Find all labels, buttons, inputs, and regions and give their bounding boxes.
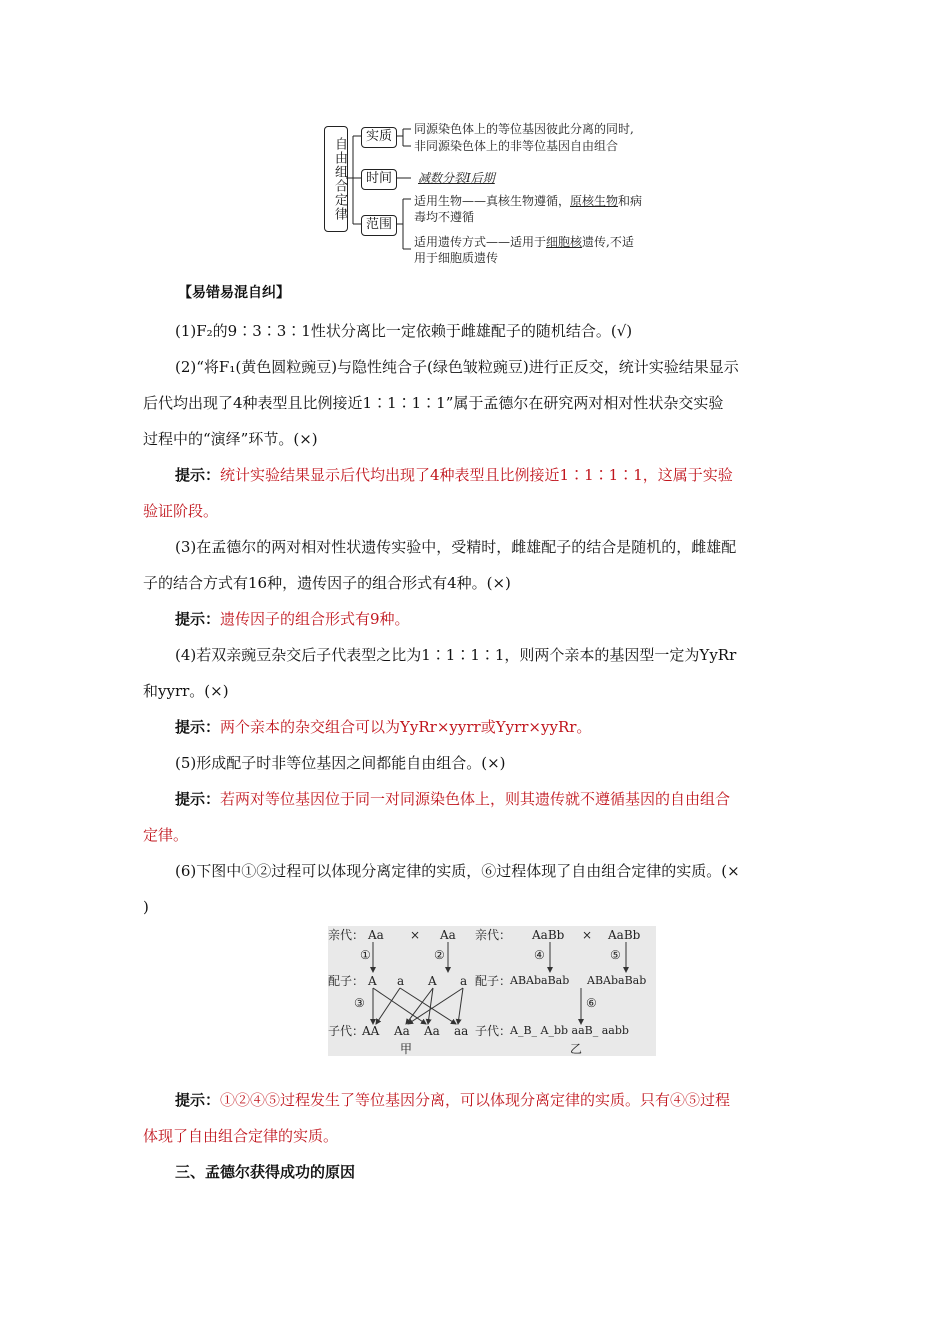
step-1: ① — [360, 948, 371, 962]
question-3-line-1: (3)在孟德尔的两对相对性状遗传实验中，受精时，雌雄配子的结合是随机的，雌雄配 — [175, 538, 737, 556]
right-cross: × — [582, 928, 593, 942]
hint-label: 提示： — [175, 466, 221, 484]
right-parent-label: 亲代： — [475, 928, 512, 942]
right-parent-2: AaBb — [608, 928, 641, 942]
hint-label: 提示： — [175, 718, 221, 736]
question-2-line-1: (2)“将F₁(黄色圆粒豌豆)与隐性纯合子(绿色皱粒豌豆)进行正反交，统计实验结果显示 — [175, 358, 739, 376]
hint-3 — [143, 601, 808, 637]
question-4-line-1: (4)若双亲豌豆杂交后子代表型之比为1∶1∶1∶1，则两个亲本的基因型一定为YyRr — [175, 646, 737, 664]
question-5: (5)形成配子时非等位基因之间都能自由组合。(×) — [175, 754, 506, 772]
time-text: 减数分裂Ⅰ后期 — [418, 171, 495, 185]
genetics-diagram — [328, 926, 656, 1056]
scope-line-3-a: 适用遗传方式——适用于 — [414, 235, 547, 249]
question-1: (1)F₂的9∶3∶3∶1性状分离比一定依赖于雌雄配子的随机结合。(√) — [175, 322, 633, 340]
essence-line-2: 非同源染色体上的非等位基因自由组合 — [414, 139, 619, 153]
caption-left: 甲 — [400, 1042, 413, 1056]
concept-map-title: 自由组合定律 — [324, 126, 348, 232]
body-block-1 — [143, 313, 808, 925]
right-gametes-2: ABAbaBab — [587, 974, 647, 987]
hint-4 — [143, 709, 808, 745]
left-offspring-3: Aa — [424, 1024, 440, 1038]
scope-line-1-c: 和病 — [618, 194, 643, 208]
step-2: ② — [434, 948, 445, 962]
hint-6-text: ①②④⑤过程发生了等位基因分离，可以体现分离定律的实质。只有④⑤过程 — [220, 1091, 731, 1109]
hint-2-text: 统计实验结果显示后代均出现了4种表型且比例接近1∶1∶1∶1，这属于实验 — [220, 466, 733, 484]
hint-label: 提示： — [175, 610, 221, 628]
left-gamete-2: a — [397, 974, 405, 988]
hint-6-line-1 — [143, 1082, 808, 1118]
time-box: 时间 — [361, 169, 397, 190]
left-gamete-3: A — [428, 974, 437, 988]
left-gamete-4: a — [460, 974, 468, 988]
question-3-line-2: 子的结合方式有16种，遗传因子的组合形式有4种。(×) — [143, 574, 511, 592]
essence-line-1: 同源染色体上的等位基因彼此分离的同时, — [414, 122, 634, 136]
hint-5-line-1 — [143, 781, 808, 817]
hint-5-text: 若两对等位基因位于同一对同源染色体上，则其遗传就不遵循基因的自由组合 — [220, 790, 731, 808]
question-6-line-1: (6)下图中①②过程可以体现分离定律的实质，⑥过程体现了自由组合定律的实质。(× — [175, 862, 740, 880]
hint-4-text: 两个亲本的杂交组合可以为YyRr×yyrr或Yyrr×yyRr。 — [220, 718, 592, 736]
hint-label: 提示： — [175, 1091, 221, 1109]
right-parent-1: AaBb — [532, 928, 565, 942]
left-offspring-4: aa — [454, 1024, 469, 1038]
left-cross: × — [410, 928, 421, 942]
left-offspring-label: 子代： — [328, 1024, 365, 1038]
step-6: ⑥ — [586, 996, 597, 1010]
scope-line-1 — [414, 193, 642, 209]
right-gametes-1: ABAbaBab — [510, 974, 570, 987]
question-2-line-2: 后代均出现了4种表型且比例接近1∶1∶1∶1”属于孟德尔在研究两对相对性状杂交实验 — [143, 394, 724, 412]
right-offspring-label: 子代： — [475, 1024, 512, 1038]
left-parent-label: 亲代： — [328, 928, 365, 942]
right-gamete-label: 配子： — [475, 974, 512, 988]
scope-line-1-a: 适用生物——真核生物遵循， — [414, 194, 571, 208]
left-offspring-2: Aa — [394, 1024, 410, 1038]
step-4: ④ — [534, 948, 545, 962]
hint-6-line-2: 体现了自由组合定律的实质。 — [143, 1127, 339, 1145]
hint-5-line-2: 定律。 — [143, 826, 189, 844]
scope-line-4: 用于细胞质遗传 — [414, 251, 499, 265]
scope-box: 范围 — [361, 215, 397, 236]
scope-line-3-b: 细胞核 — [546, 235, 583, 249]
scope-line-3-c: 遗传,不适 — [582, 235, 634, 249]
hint-2-line-2: 验证阶段。 — [143, 502, 219, 520]
section-heading: 【易错易混自纠】 — [178, 285, 290, 301]
left-offspring-1: AA — [362, 1024, 380, 1038]
question-2-line-3: 过程中的“演绎”环节。(×) — [143, 430, 318, 448]
section-three-heading: 三、孟德尔获得成功的原因 — [175, 1163, 356, 1181]
essence-box: 实质 — [361, 127, 397, 148]
scope-line-3 — [414, 234, 634, 250]
hint-2-line-1 — [143, 457, 808, 493]
scope-line-1-b: 原核生物 — [570, 194, 619, 208]
scope-line-2: 毒均不遵循 — [414, 210, 475, 224]
question-6-line-2: ) — [143, 898, 149, 916]
step-5: ⑤ — [610, 948, 621, 962]
left-parent-2: Aa — [440, 928, 456, 942]
body-block-2 — [143, 1082, 808, 1190]
hint-label: 提示： — [175, 790, 221, 808]
question-4-line-2: 和yyrr。(×) — [143, 682, 229, 700]
left-gamete-1: A — [368, 974, 377, 988]
hint-3-text: 遗传因子的组合形式有9种。 — [220, 610, 410, 628]
caption-right: 乙 — [570, 1042, 583, 1056]
left-gamete-label: 配子： — [328, 974, 365, 988]
left-parent-1: Aa — [368, 928, 384, 942]
right-offspring: A_B_ A_bb aaB_ aabb — [510, 1024, 629, 1037]
step-3: ③ — [354, 996, 365, 1010]
